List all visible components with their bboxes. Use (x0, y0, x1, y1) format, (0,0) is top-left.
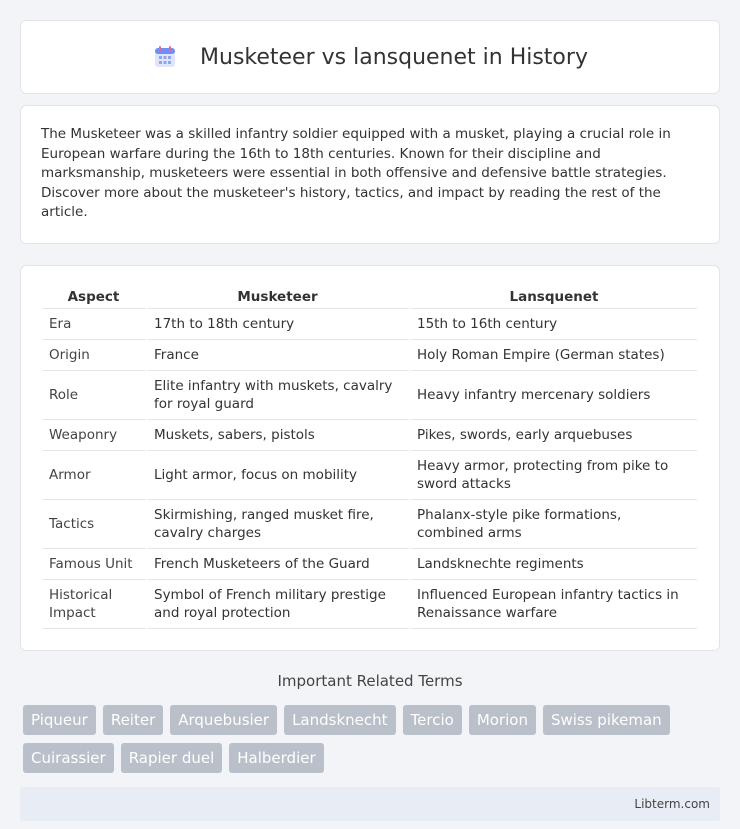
related-term-tag[interactable]: Rapier duel (121, 743, 223, 773)
table-row (43, 451, 697, 500)
cell-aspect: Weaponry (43, 420, 148, 451)
related-term-tag[interactable]: Tercio (403, 705, 462, 735)
table-row (43, 340, 697, 371)
cell-lansquenet: Heavy armor, protecting from pike to sword attacks (411, 451, 697, 500)
cell-musketeer: France (148, 340, 411, 371)
table-row (43, 309, 697, 340)
cell-lansquenet: Influenced European infantry tactics in Renaissance warfare (411, 580, 697, 629)
cell-musketeer: Symbol of French military prestige and royal protection (148, 580, 411, 629)
related-terms-list (20, 690, 720, 773)
table-row (43, 580, 697, 629)
related-term-tag[interactable]: Reiter (103, 705, 163, 735)
cell-aspect: Armor (43, 451, 148, 500)
cell-aspect: Tactics (43, 500, 148, 549)
table-row (43, 500, 697, 549)
related-term-tag[interactable]: Piqueur (23, 705, 96, 735)
table-row (43, 420, 697, 451)
comparison-table (43, 286, 697, 629)
table-row (43, 549, 697, 580)
cell-musketeer: French Musketeers of the Guard (148, 549, 411, 580)
cell-aspect: Famous Unit (43, 549, 148, 580)
related-term-tag[interactable]: Landsknecht (284, 705, 395, 735)
cell-lansquenet: Heavy infantry mercenary soldiers (411, 371, 697, 420)
cell-musketeer: Elite infantry with muskets, cavalry for royal guard (148, 371, 411, 420)
table-row (43, 371, 697, 420)
header-lansquenet: Lansquenet (411, 286, 697, 309)
cell-aspect: Origin (43, 340, 148, 371)
cell-aspect: Role (43, 371, 148, 420)
intro-section (20, 105, 720, 244)
cell-aspect: Era (43, 309, 148, 340)
footer-site-link[interactable]: Libterm.com (634, 796, 710, 811)
cell-lansquenet: Holy Roman Empire (German states) (411, 340, 697, 371)
related-term-tag[interactable]: Halberdier (229, 743, 323, 773)
header-musketeer: Musketeer (148, 286, 411, 309)
intro-text: The Musketeer was a skilled infantry soldier equipped with a musket, playing a crucial role in European warfare during the 16th to 18th centuries. Known for their discipline and marksmanship, musketeers were essential in both offensive and defensive battle strategies. Discover more about the musketeer's history, tactics, and impact by reading the rest of the article. (41, 126, 671, 220)
table-header-row (43, 286, 697, 309)
related-terms-title: Important Related Terms (277, 671, 463, 690)
related-term-tag[interactable]: Swiss pikeman (543, 705, 670, 735)
page-footer (20, 787, 720, 821)
cell-lansquenet: Pikes, swords, early arquebuses (411, 420, 697, 451)
header-aspect: Aspect (43, 286, 148, 309)
cell-musketeer: Light armor, focus on mobility (148, 451, 411, 500)
cell-lansquenet: Phalanx-style pike formations, combined arms (411, 500, 697, 549)
cell-musketeer: 17th to 18th century (148, 309, 411, 340)
related-term-tag[interactable]: Arquebusier (170, 705, 277, 735)
related-term-tag[interactable]: Morion (469, 705, 536, 735)
page-header (20, 20, 720, 94)
cell-aspect: Historical Impact (43, 580, 148, 629)
comparison-table-card (20, 265, 720, 651)
calendar-icon (152, 44, 178, 70)
cell-musketeer: Skirmishing, ranged musket fire, cavalry charges (148, 500, 411, 549)
cell-lansquenet: 15th to 16th century (411, 309, 697, 340)
cell-musketeer: Muskets, sabers, pistols (148, 420, 411, 451)
cell-lansquenet: Landsknechte regiments (411, 549, 697, 580)
page-title: Musketeer vs lansquenet in History (200, 44, 588, 70)
related-term-tag[interactable]: Cuirassier (23, 743, 114, 773)
